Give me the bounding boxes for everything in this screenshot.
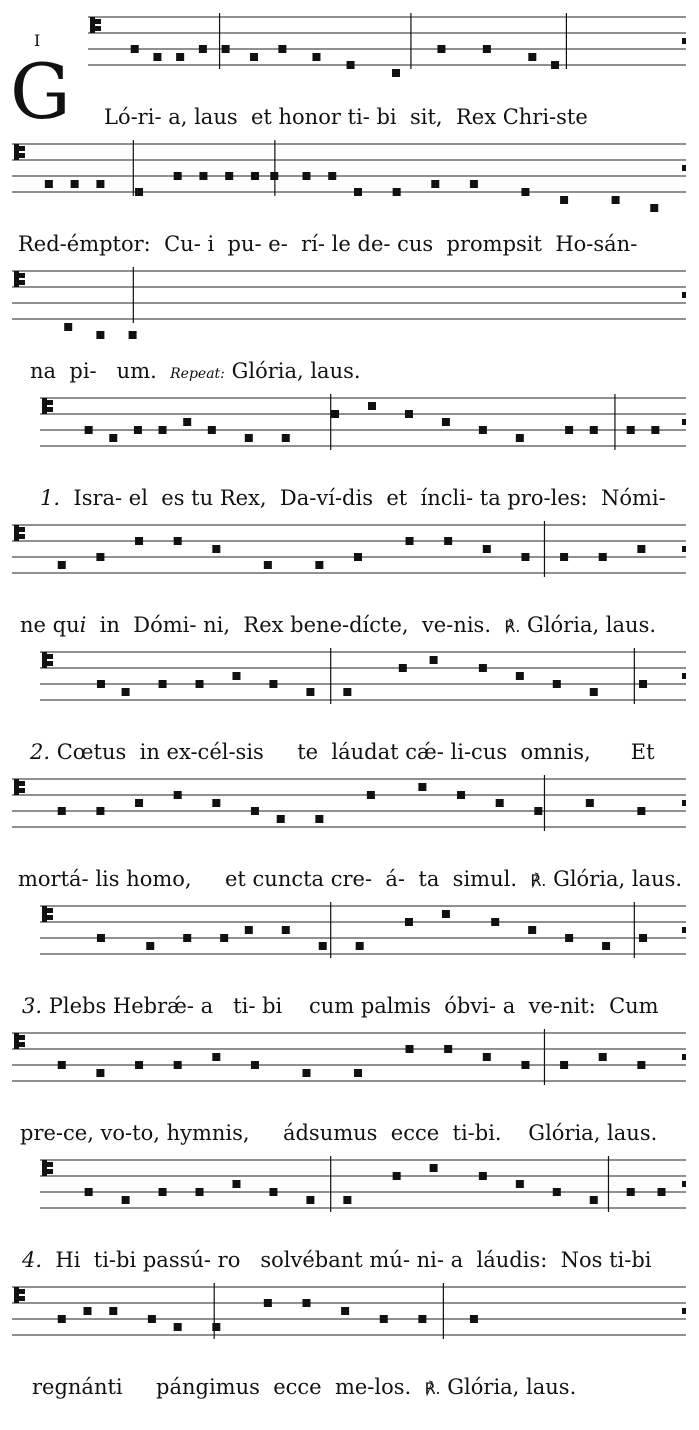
neume-note: [586, 799, 594, 807]
neume-note: [442, 910, 450, 918]
neume-note: [521, 553, 529, 561]
neume-note: [470, 180, 478, 188]
neume-note: [183, 934, 191, 942]
lyric-segment: Hi ti-bi passú- ro solvébant mú- ni- a láudis: Nos ti-bi: [42, 1248, 652, 1272]
c-clef-head: [19, 273, 25, 278]
neume-note: [135, 188, 143, 196]
neume-note: [153, 53, 161, 61]
neume-note: [528, 53, 536, 61]
neume-note: [245, 926, 253, 934]
neume-note: [367, 791, 375, 799]
neume-note: [627, 1188, 635, 1196]
neume-note: [406, 537, 414, 545]
custos: [682, 927, 686, 933]
neume-note: [356, 942, 364, 950]
neume-note: [521, 1061, 529, 1069]
neume-note: [302, 172, 310, 180]
neume-note: [131, 45, 139, 53]
neume-note: [302, 1069, 310, 1077]
neume-note: [418, 783, 426, 791]
lyric-line: [30, 739, 655, 765]
custos: [682, 1181, 686, 1187]
c-clef: [14, 779, 19, 795]
neume-note: [269, 680, 277, 688]
neume-note: [135, 1061, 143, 1069]
neume-note: [220, 934, 228, 942]
neume-note: [319, 942, 327, 950]
custos: [682, 165, 686, 171]
c-clef-head: [47, 1169, 53, 1174]
neume-note: [208, 426, 216, 434]
initial-letter: G: [10, 47, 71, 136]
neume-note: [590, 426, 598, 434]
neume-note: [627, 426, 635, 434]
neume-note: [97, 680, 105, 688]
neume-note: [122, 1196, 130, 1204]
lyric-line: [40, 485, 666, 511]
neume-note: [96, 807, 104, 815]
custos: [682, 1308, 686, 1314]
neume-note: [122, 688, 130, 696]
neume-note: [651, 426, 659, 434]
neume-note: [250, 53, 258, 61]
neume-note: [637, 1061, 645, 1069]
neume-note: [306, 1196, 314, 1204]
custos: [682, 673, 686, 679]
neume-note: [639, 680, 647, 688]
neume-note: [491, 918, 499, 926]
neume-note: [264, 1299, 272, 1307]
c-clef-head: [47, 661, 53, 666]
custos: [682, 546, 686, 552]
neume-note: [431, 180, 439, 188]
neume-note: [331, 410, 339, 418]
neume-note: [135, 799, 143, 807]
neume-note: [232, 1180, 240, 1188]
neume-note: [392, 69, 400, 77]
neume-note: [516, 434, 524, 442]
c-clef-head: [95, 26, 101, 31]
custos: [682, 800, 686, 806]
neume-note: [565, 934, 573, 942]
neume-note: [245, 434, 253, 442]
neume-note: [176, 53, 184, 61]
neume-note: [470, 1315, 478, 1323]
neume-note: [222, 45, 230, 53]
neume-note: [553, 680, 561, 688]
lyric-segment: 4.: [22, 1248, 43, 1272]
lyric-segment: Cœtus in ex-cél-sis te láudat cǽ- li-cus omnis, Et: [50, 740, 655, 764]
neume-note: [174, 791, 182, 799]
c-clef: [42, 906, 47, 922]
neume-note: [199, 172, 207, 180]
c-clef-head: [19, 1289, 25, 1294]
c-clef-head: [47, 407, 53, 412]
neume-note: [45, 180, 53, 188]
c-clef: [14, 1033, 19, 1049]
c-clef-head: [47, 915, 53, 920]
custos: [682, 1054, 686, 1060]
neume-note: [84, 1307, 92, 1315]
neume-note: [85, 426, 93, 434]
c-clef: [14, 525, 19, 541]
neume-note: [129, 331, 137, 339]
neume-note: [282, 434, 290, 442]
c-clef: [14, 271, 19, 287]
neume-note: [251, 172, 259, 180]
neume-note: [212, 1323, 220, 1331]
neume-note: [534, 807, 542, 815]
neume-note: [565, 426, 573, 434]
custos: [682, 419, 686, 425]
neume-note: [639, 934, 647, 942]
neume-note: [418, 1315, 426, 1323]
c-clef-head: [19, 146, 25, 151]
lyric-segment: na pi- um.: [30, 359, 171, 383]
neume-note: [109, 1307, 117, 1315]
neume-note: [148, 1315, 156, 1323]
neume-note: [405, 410, 413, 418]
neume-note: [437, 45, 445, 53]
neume-note: [58, 561, 66, 569]
neume-note: [302, 1299, 310, 1307]
neume-note: [483, 545, 491, 553]
neume-note: [174, 1323, 182, 1331]
neume-note: [58, 1061, 66, 1069]
neume-note: [354, 1069, 362, 1077]
lyric-segment: i: [79, 613, 87, 637]
neume-note: [590, 1196, 598, 1204]
neume-note: [159, 1188, 167, 1196]
c-clef: [42, 398, 47, 414]
neume-note: [109, 434, 117, 442]
lyric-line: [18, 866, 682, 894]
mode-number: I: [34, 31, 41, 50]
c-clef-head: [19, 781, 25, 786]
neume-note: [496, 799, 504, 807]
lyric-segment: Plebs Hebrǽ- a ti- bi cum palmis óbvi- a ve-nit: Cum: [42, 994, 659, 1018]
neume-note: [96, 180, 104, 188]
neume-note: [212, 1053, 220, 1061]
neume-note: [199, 45, 207, 53]
lyric-line: [30, 358, 361, 387]
neume-note: [457, 791, 465, 799]
neume-note: [277, 815, 285, 823]
neume-note: [212, 799, 220, 807]
neume-note: [560, 553, 568, 561]
lyric-line: [32, 1374, 576, 1402]
neume-note: [71, 180, 79, 188]
custos: [682, 292, 686, 298]
neume-note: [159, 426, 167, 434]
neume-note: [368, 402, 376, 410]
neume-note: [251, 1061, 259, 1069]
neume-note: [354, 188, 362, 196]
neume-note: [551, 61, 559, 69]
neume-note: [58, 807, 66, 815]
neume-note: [612, 196, 620, 204]
neume-note: [196, 1188, 204, 1196]
c-clef-head: [95, 19, 101, 24]
c-clef-head: [47, 400, 53, 405]
neume-note: [58, 1315, 66, 1323]
neume-note: [212, 545, 220, 553]
neume-note: [650, 204, 658, 212]
c-clef-head: [19, 1035, 25, 1040]
lyric-segment: Red-émptor: Cu- i pu- e- rí- le de- cus prompsit Ho-sán-: [18, 232, 638, 256]
neume-note: [483, 1053, 491, 1061]
neume-note: [399, 664, 407, 672]
lyric-segment: Glória, laus.: [546, 867, 683, 891]
neume-note: [159, 680, 167, 688]
neume-note: [516, 672, 524, 680]
neume-note: [174, 537, 182, 545]
lyric-line: [22, 993, 659, 1019]
neume-note: [174, 172, 182, 180]
neume-note: [347, 61, 355, 69]
c-clef-head: [19, 527, 25, 532]
neume-note: [393, 1172, 401, 1180]
neume-note: [602, 942, 610, 950]
neume-note: [264, 561, 272, 569]
neume-note: [174, 1061, 182, 1069]
lyric-line: [104, 104, 588, 130]
neume-note: [251, 807, 259, 815]
c-clef-head: [19, 280, 25, 285]
c-clef: [14, 144, 19, 160]
neume-note: [479, 664, 487, 672]
c-clef-head: [47, 654, 53, 659]
lyric-segment: ℟.: [504, 617, 521, 636]
neume-note: [479, 426, 487, 434]
lyric-segment: Glória, laus.: [440, 1375, 577, 1399]
neume-note: [637, 545, 645, 553]
neume-note: [521, 188, 529, 196]
neume-note: [430, 1164, 438, 1172]
neume-note: [442, 418, 450, 426]
neume-note: [183, 418, 191, 426]
c-clef-head: [19, 1042, 25, 1047]
neume-note: [553, 1188, 561, 1196]
neume-note: [85, 1188, 93, 1196]
neume-note: [64, 323, 72, 331]
c-clef-head: [19, 534, 25, 539]
lyric-segment: Glória, laus.: [520, 613, 657, 637]
neume-note: [380, 1315, 388, 1323]
lyric-segment: 1.: [40, 486, 61, 510]
c-clef: [42, 652, 47, 668]
neume-note: [270, 172, 278, 180]
neume-note: [343, 688, 351, 696]
neume-note: [315, 815, 323, 823]
lyric-segment: ℟.: [424, 1379, 441, 1398]
neume-note: [312, 53, 320, 61]
lyric-segment: Repeat:: [170, 366, 225, 382]
c-clef: [14, 1287, 19, 1303]
neume-note: [96, 1069, 104, 1077]
lyric-segment: ℟.: [530, 871, 547, 890]
neume-note: [343, 1196, 351, 1204]
neume-note: [306, 688, 314, 696]
neume-note: [96, 553, 104, 561]
neume-note: [516, 1180, 524, 1188]
neume-note: [528, 926, 536, 934]
lyric-line: [20, 1120, 657, 1146]
lyric-segment: 3.: [22, 994, 43, 1018]
neume-note: [341, 1307, 349, 1315]
neume-note: [97, 934, 105, 942]
lyric-segment: in Dómi- ni, Rex bene-dícte, ve-nis.: [86, 613, 505, 637]
neume-note: [560, 196, 568, 204]
lyric-line: [22, 1247, 652, 1273]
neume-note: [328, 172, 336, 180]
lyric-line: [18, 231, 637, 257]
c-clef-head: [19, 153, 25, 158]
neume-note: [405, 918, 413, 926]
neume-note: [282, 926, 290, 934]
lyric-segment: Ló-ri- a, laus et honor ti- bi sit, Rex Chri-ste: [104, 105, 588, 129]
neume-note: [444, 1045, 452, 1053]
lyric-line: [20, 612, 656, 640]
c-clef-head: [19, 788, 25, 793]
neume-note: [225, 172, 233, 180]
neume-note: [560, 1061, 568, 1069]
neume-note: [96, 331, 104, 339]
neume-note: [134, 426, 142, 434]
lyric-segment: ne qu: [20, 613, 80, 637]
neume-note: [232, 672, 240, 680]
c-clef-head: [47, 1162, 53, 1167]
neume-note: [406, 1045, 414, 1053]
neume-note: [599, 553, 607, 561]
neume-note: [135, 537, 143, 545]
lyric-segment: Glória, laus.: [224, 359, 361, 383]
c-clef: [42, 1160, 47, 1176]
neume-note: [196, 680, 204, 688]
neume-note: [637, 807, 645, 815]
lyric-segment: mortá- lis homo, et cuncta cre- á- ta simul.: [18, 867, 531, 891]
neume-note: [269, 1188, 277, 1196]
neume-note: [430, 656, 438, 664]
neume-note: [599, 1053, 607, 1061]
neume-note: [354, 553, 362, 561]
neume-note: [479, 1172, 487, 1180]
neume-note: [483, 45, 491, 53]
c-clef: [90, 17, 95, 33]
c-clef-head: [19, 1296, 25, 1301]
lyric-segment: regnánti pángimus ecce me-los.: [32, 1375, 425, 1399]
custos: [682, 38, 686, 44]
neume-note: [278, 45, 286, 53]
neume-note: [658, 1188, 666, 1196]
c-clef-head: [47, 908, 53, 913]
neume-note: [315, 561, 323, 569]
lyric-segment: Isra- el es tu Rex, Da-ví-dis et íncli- ta pro-les: Nómi-: [60, 486, 666, 510]
neume-note: [590, 688, 598, 696]
lyric-segment: 2.: [30, 740, 51, 764]
neume-note: [393, 188, 401, 196]
lyric-segment: pre-ce, vo-to, hymnis, ádsumus ecce ti-bi. Glória, laus.: [20, 1121, 658, 1145]
neume-note: [146, 942, 154, 950]
neume-note: [444, 537, 452, 545]
